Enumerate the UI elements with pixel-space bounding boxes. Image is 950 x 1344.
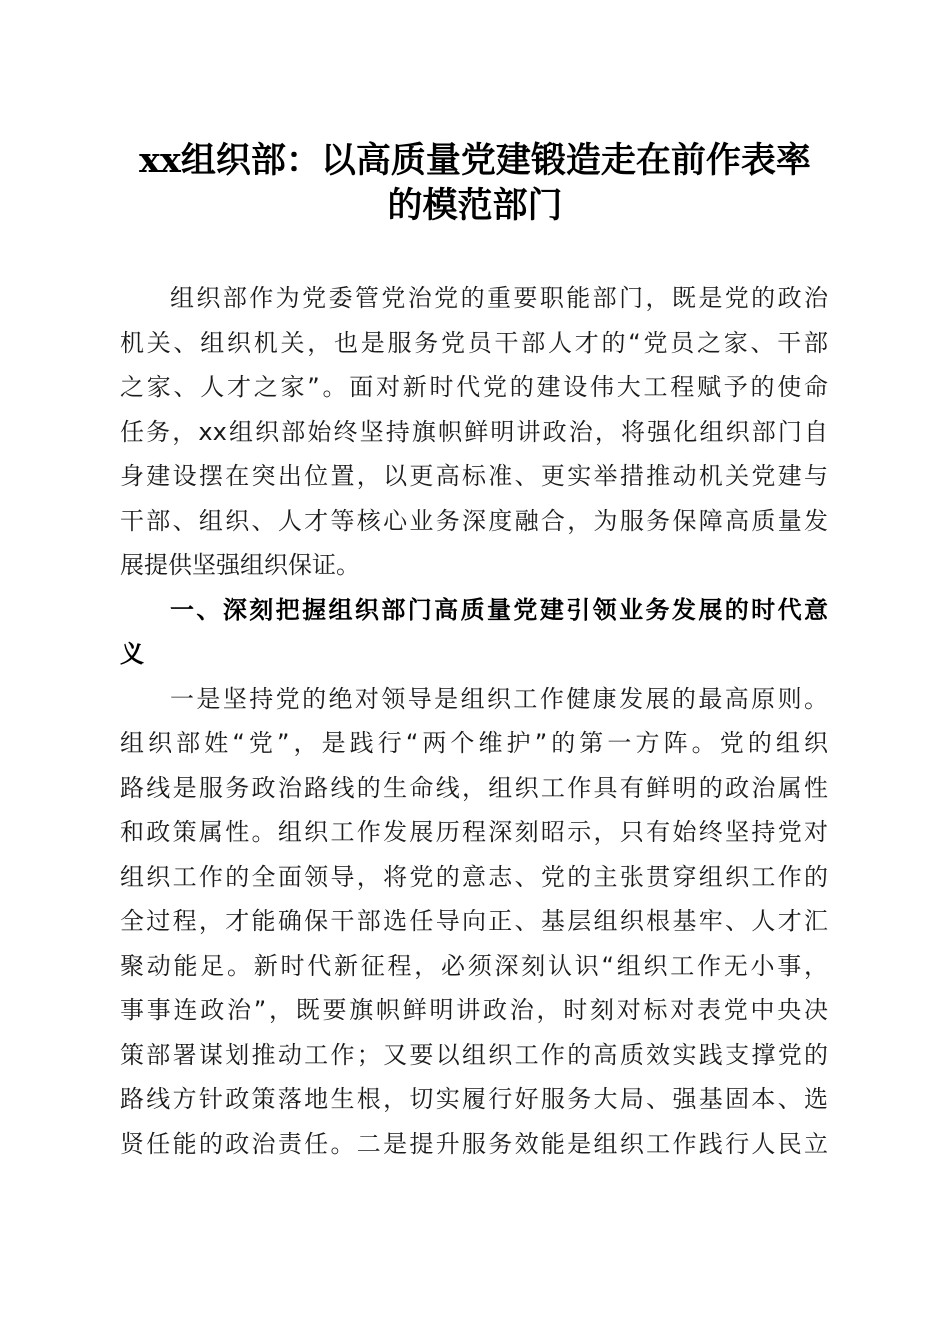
paragraph-line: 干部、组织、人才等核心业务深度融合，为服务保障高质量发 (120, 506, 828, 535)
title-line: 的模范部门 (387, 185, 563, 226)
paragraph-line: 组织部姓“党”，是践行“两个维护”的第一方阵。党的组织 (120, 729, 828, 757)
paragraph-line: 和政策属性。组织工作发展历程深刻昭示，只有始终坚持党对 (120, 818, 828, 846)
intro-paragraph (120, 276, 828, 588)
document-title (120, 138, 830, 228)
paragraph-line: 路线方针政策落地生根，切实履行好服务大局、强基固本、选 (120, 1085, 828, 1113)
paragraph-line: 之家、人才之家”。面对新时代党的建设伟大工程赋予的使命 (120, 373, 828, 401)
paragraph-line: 全过程，才能确保干部选任导向正、基层组织根基牢、人才汇 (120, 907, 828, 935)
paragraph-line: 一是坚持党的绝对领导是组织工作健康发展的最高原则。 (170, 684, 828, 713)
title-line: xx组织部：以高质量党建锻造走在前作表率 (139, 140, 811, 181)
paragraph-line: 身建设摆在突出位置，以更高标准、更实举措推动机关党建与 (120, 462, 828, 490)
paragraph-line: 聚动能足。新时代新征程，必须深刻认识“组织工作无小事， (120, 951, 828, 980)
heading-line: 一、深刻把握组织部门高质量党建引领业务发展的时代意 (170, 595, 828, 624)
paragraph-line: 贤任能的政治责任。二是提升服务效能是组织工作践行人民立 (120, 1129, 828, 1158)
paragraph-line: 策部署谋划推动工作；又要以组织工作的高质效实践支撑党的 (120, 1040, 828, 1069)
paragraph-line: 展提供坚强组织保证。 (120, 551, 360, 579)
paragraph-line: 机关、组织机关，也是服务党员干部人才的“党员之家、干部 (120, 328, 828, 357)
paragraph-line: 事事连政治”，既要旗帜鲜明讲政治，时刻对标对表党中央决 (120, 996, 828, 1024)
section-heading (120, 588, 828, 677)
heading-line: 义 (120, 640, 144, 668)
paragraph-line: 任务，xx组织部始终坚持旗帜鲜明讲政治，将强化组织部门自 (120, 417, 828, 446)
section-paragraph (120, 677, 828, 1167)
paragraph-line: 组织部作为党委管党治党的重要职能部门，既是党的政治 (170, 284, 828, 312)
paragraph-line: 路线是服务政治路线的生命线，组织工作具有鲜明的政治属性 (120, 773, 828, 802)
document-body (120, 276, 828, 1166)
paragraph-line: 组织工作的全面领导，将党的意志、党的主张贯穿组织工作的 (120, 862, 828, 891)
